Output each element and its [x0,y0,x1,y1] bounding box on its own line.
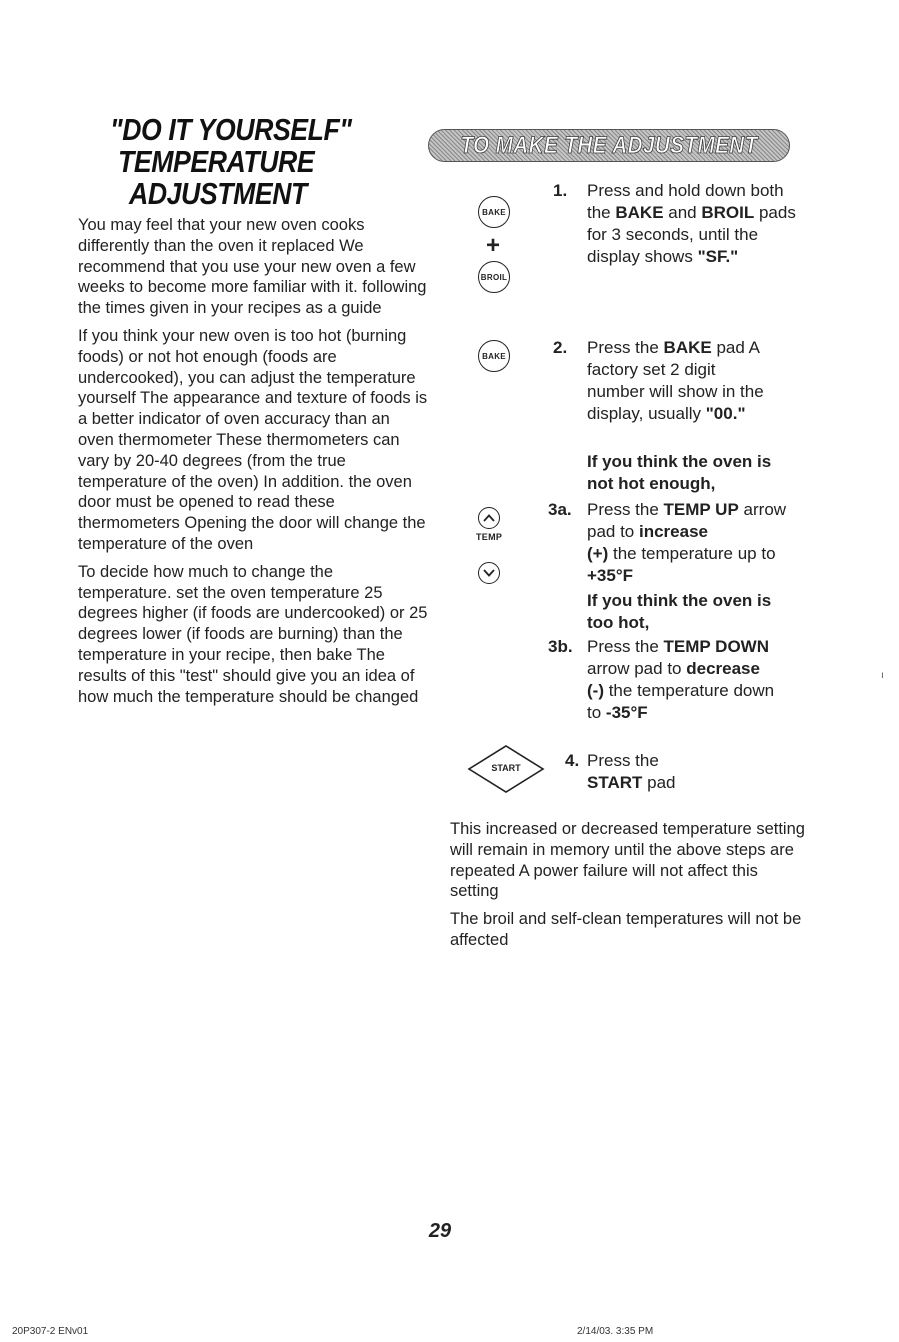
right-paragraph-2: The broil and self-clean temperatures will not be affected [450,910,802,949]
start-pad-label: START [491,763,521,773]
right-body-text [450,819,810,958]
left-paragraph-3: To decide how much to change the temperature. set the oven temperature 25 degrees higher (if foods are undercooked) or 25 degrees lower (if foods are burning) than the temperature in your recipe, then bake The results of this "test" should give you an idea of how much the temperature should be changed [78,562,428,706]
step-4-number: 4. [565,751,580,770]
condition-too-hot: If you think the oven is too hot, [587,591,772,632]
left-paragraph-2: If you think your new oven is too hot (burning foods) or not hot enough (foods are undercooked), you can adjust the temperature yourself The appearance and texture of foods is a better indicator of oven accuracy than an oven thermometer These thermometers can vary by 20-40 degrees (from the true temperature of the oven) In addition. the oven door must be opened to read these thermometers Opening the door will change the temperature of the oven [78,326,428,553]
bake-pad-icon [478,196,510,228]
step-4-text: Press the START pad [587,751,676,792]
step-3a-number: 3a. [548,500,572,519]
step-3b-text: Press the TEMP DOWN arrow pad to decrease (-) the temperature down to -35°F [587,637,775,722]
step-1-number: 1. [553,181,568,200]
temp-pad-label: TEMP [476,532,503,542]
section-title-line-2: TEMPERATURE [118,144,315,179]
chevron-up-icon [483,514,495,522]
footer-right: 2/14/03. 3:35 PM [577,1326,654,1337]
adjustment-banner [428,129,790,162]
left-body-text [78,215,430,714]
broil-pad-icon [478,261,510,293]
plus-icon: + [486,232,501,259]
chevron-down-icon [483,569,495,577]
bake-pad-label-step-2: BAKE [482,351,506,361]
footer-left: 20P307-2 ENv01 [12,1326,89,1337]
broil-pad-label: BROIL [480,272,508,282]
step-2-number: 2. [553,338,568,357]
page-number: 29 [428,1220,452,1242]
left-paragraph-1: You may feel that your new oven cooks differently than the oven it replaced We recommend that you use your new oven a few weeks to become more familiar with it. following the times given in your recipes as a guide [78,216,427,318]
stray-mark: ı [881,670,884,681]
bake-pad-label: BAKE [482,207,506,217]
condition-not-hot-enough: If you think the oven is not hot enough, [587,452,772,493]
step-1-text: Press and hold down both the BAKE and BROIL pads for 3 seconds, until the display shows "SF." [587,181,796,266]
step-2-text: Press the BAKE pad A factory set 2 digit number will show in the display, usually "00." [587,338,764,423]
step-3a-text: Press the TEMP UP arrow pad to increase (+) the temperature up to +35°F [587,500,787,585]
banner-title: TO MAKE THE ADJUSTMENT [460,132,758,159]
section-title-line-3: ADJUSTMENT [129,176,307,211]
step-3b-number: 3b. [548,637,573,656]
bake-pad-icon-step-2 [478,340,510,372]
section-title-line-1: "DO IT YOURSELF" [110,112,352,147]
temp-down-pad-icon [478,562,500,584]
temp-up-pad-icon [478,507,500,529]
start-pad-icon [467,744,545,794]
right-paragraph-1: This increased or decreased temperature setting will remain in memory until the above steps are repeated A power failure will not affect this setting [450,820,805,901]
